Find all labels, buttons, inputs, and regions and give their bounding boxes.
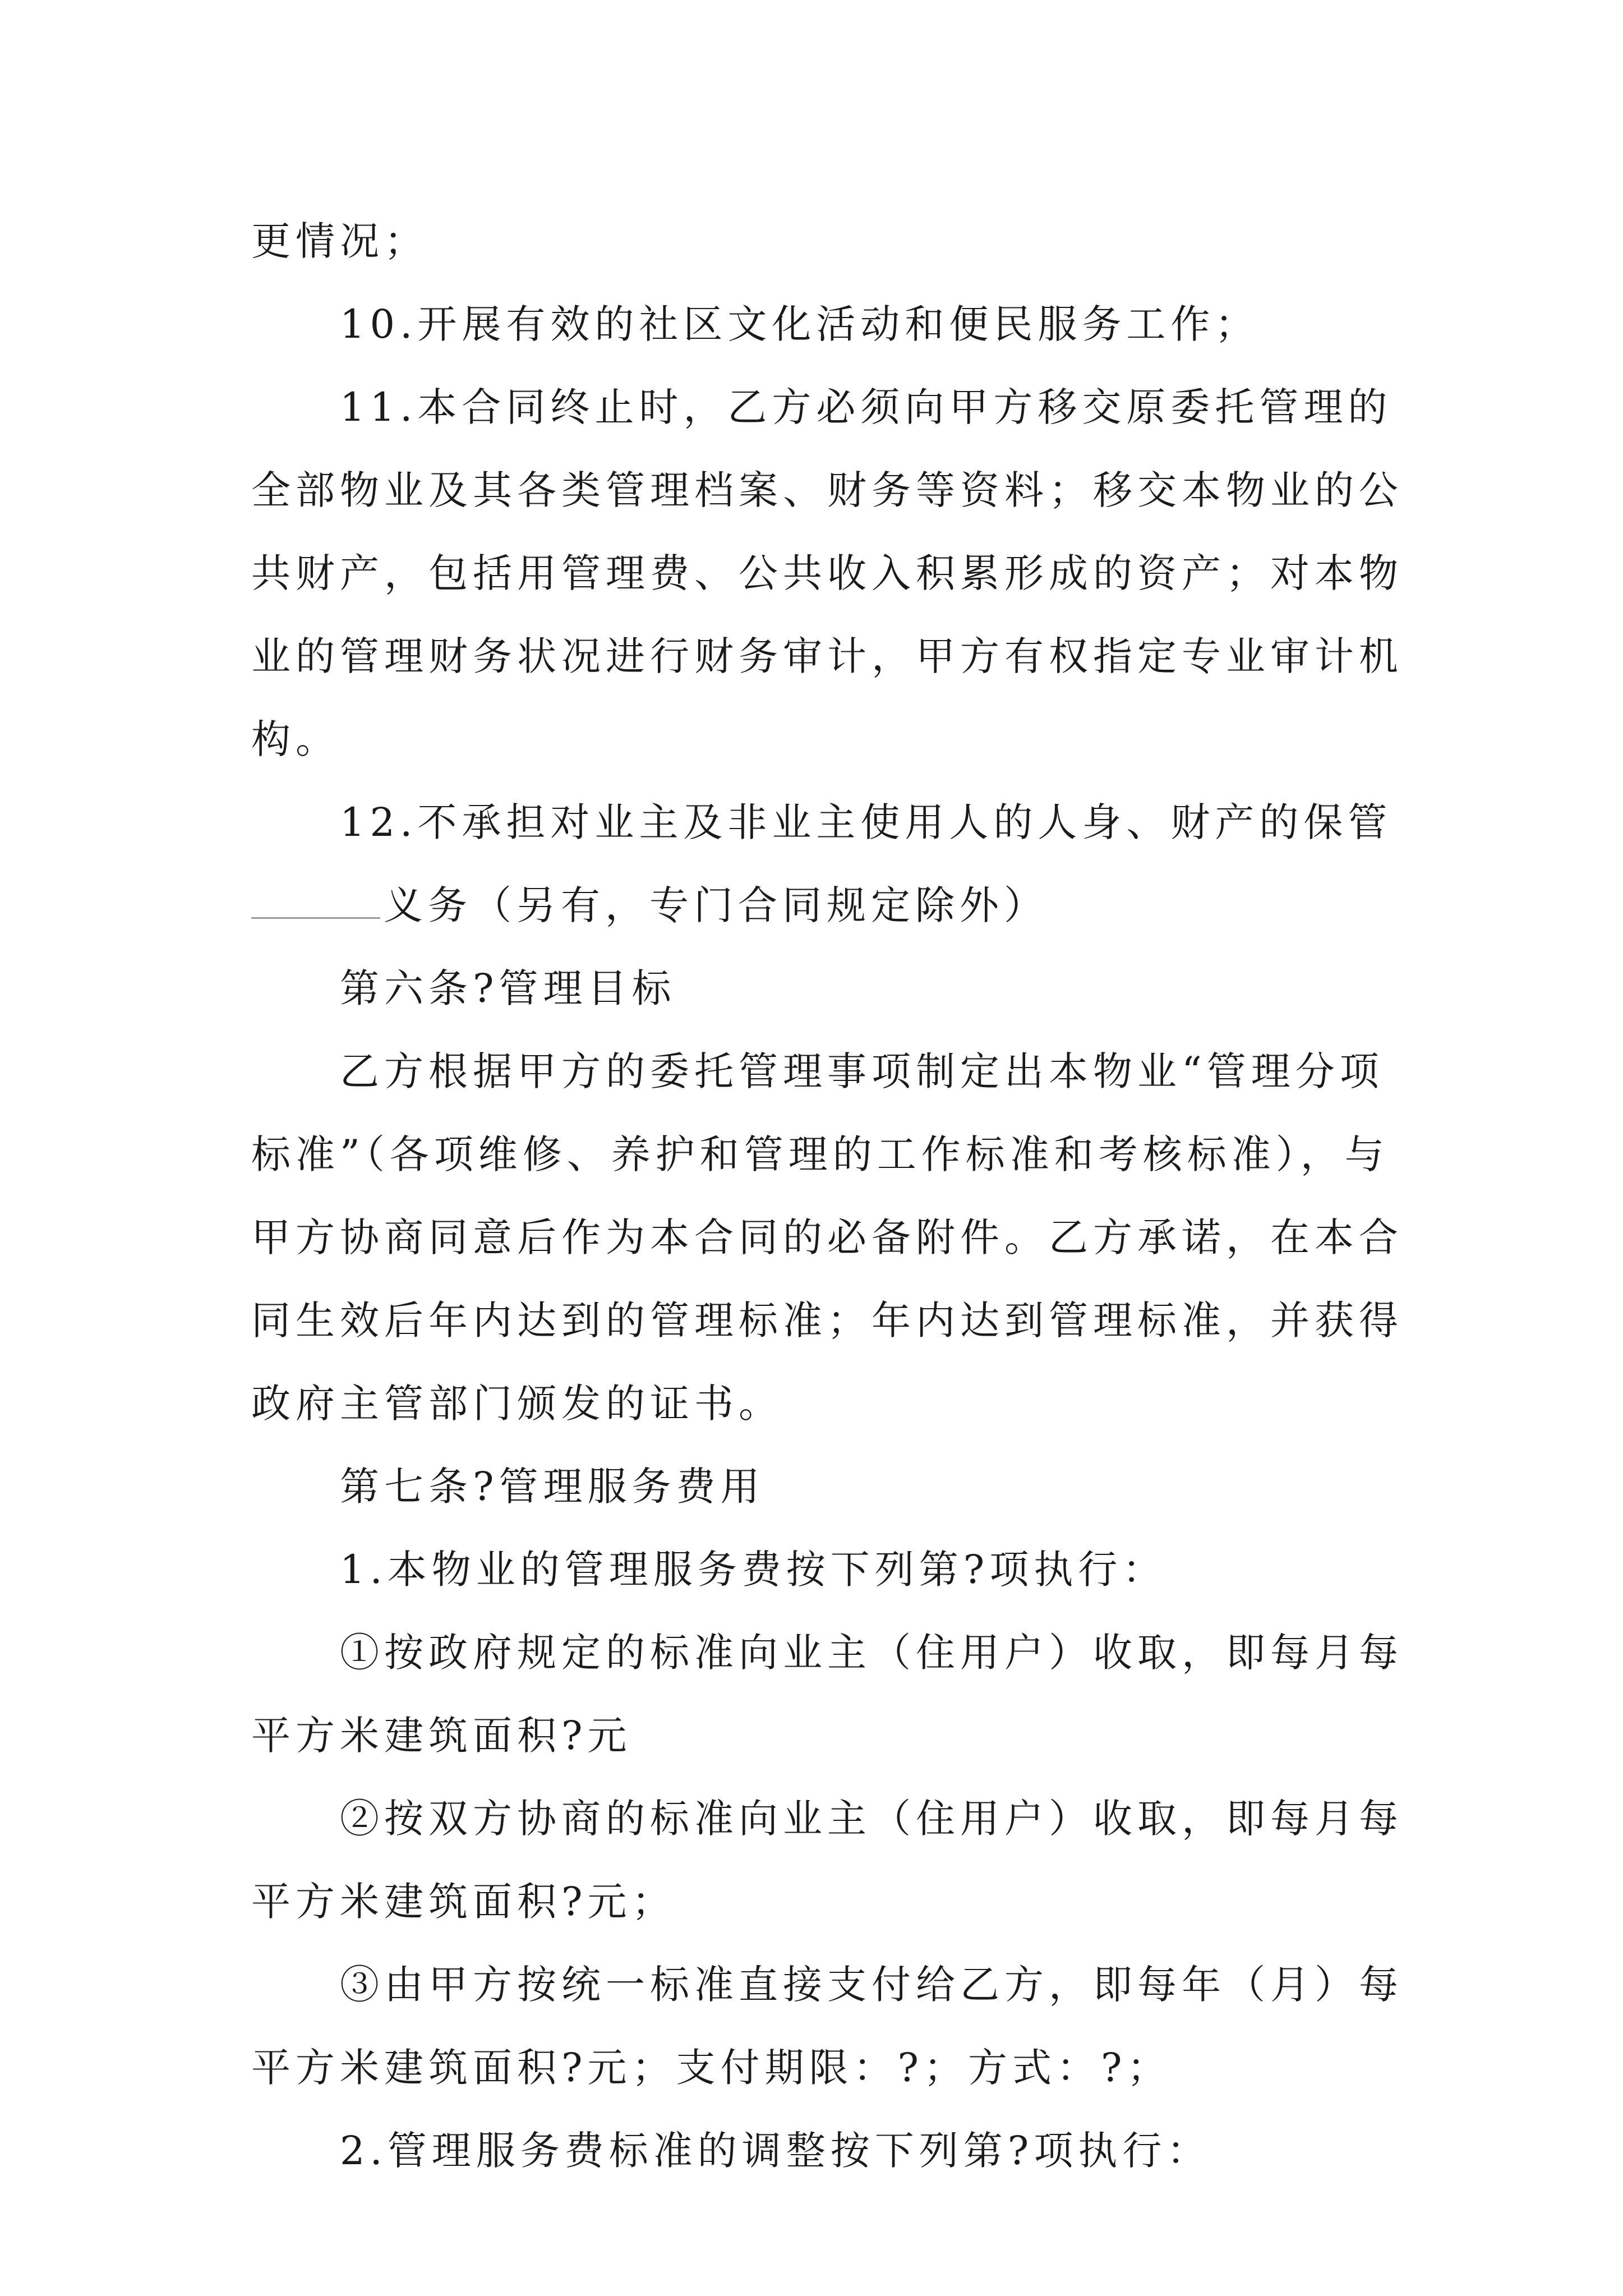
text-line [251,1860,1390,1943]
text-line [251,2026,1390,2109]
text-line [251,1943,1403,2026]
text-line-content: 12.不承担对业主及非业主使用人的人身、财产的保管 [340,799,1393,845]
text-line-content: 平方米建筑面积?元； [251,1879,676,1925]
document-body [251,200,1403,2192]
text-line-content: 10.开展有效的社区文化活动和便民服务工作； [340,301,1260,347]
text-line-content: 乙方根据甲方的委托管理事项制定出本物业“管理分项 [340,1048,1384,1094]
text-line-content: 义务（另有，专门合同规定除外） [384,882,1048,928]
text-line [251,200,1390,283]
text-line [251,1362,1390,1445]
text-line-content: 第六条?管理目标 [340,965,676,1011]
text-line-content: 全部物业及其各类管理档案、财务等资料；移交本物业的公 [251,467,1403,513]
text-line [251,532,1403,615]
text-line [251,1528,1390,1611]
text-line [251,449,1403,532]
text-line [251,1196,1403,1279]
text-line [251,947,1390,1030]
text-line [251,781,1393,864]
text-line [251,1777,1403,1860]
text-line [251,1694,1390,1777]
fill-in-blank [251,885,380,919]
text-line-content: ②按双方协商的标准向业主（住用户）收取，即每月每 [340,1796,1403,1842]
text-line [251,283,1390,366]
text-line-content: ①按政府规定的标准向业主（住用户）收取，即每月每 [340,1630,1403,1676]
text-line-content: 更情况； [251,218,428,264]
text-line [251,1113,1390,1196]
text-line-content: 2.管理服务费标准的调整按下列第?项执行： [340,2128,1211,2174]
text-line [251,864,1390,947]
text-line-content: 构。 [251,716,340,762]
text-line [251,1611,1403,1694]
text-line [251,1279,1403,1362]
text-line-content: 甲方协商同意后作为本合同的必备附件。乙方承诺，在本合 [251,1214,1403,1260]
text-line-content: 业的管理财务状况进行财务审计，甲方有权指定专业审计机 [251,633,1403,679]
text-line [251,2109,1390,2192]
text-line [251,366,1393,449]
text-line-content: 11.本合同终止时，乙方必须向甲方移交原委托管理的 [340,384,1393,430]
text-line-content: ③由甲方按统一标准直接支付给乙方，即每年（月）每 [340,1962,1403,2008]
text-line [251,1445,1390,1528]
text-line [251,1030,1390,1113]
text-line [251,698,1390,781]
text-line [251,615,1403,698]
text-line-content: 平方米建筑面积?元 [251,1713,632,1759]
text-line-content: 政府主管部门颁发的证书。 [251,1381,783,1427]
text-line-content: 平方米建筑面积?元；支付期限：?；方式：?； [251,2045,1172,2091]
text-line-content: 1.本物业的管理服务费按下列第?项执行： [340,1547,1167,1593]
text-line-content: 同生效后年内达到的管理标准；年内达到管理标准，并获得 [251,1297,1403,1343]
text-line-content: 标准”（各项维修、养护和管理的工作标准和考核标准），与 [251,1131,1389,1177]
text-line-content: 共财产，包括用管理费、公共收入积累形成的资产；对本物 [251,550,1403,596]
text-line-content: 第七条?管理服务费用 [340,1464,765,1510]
